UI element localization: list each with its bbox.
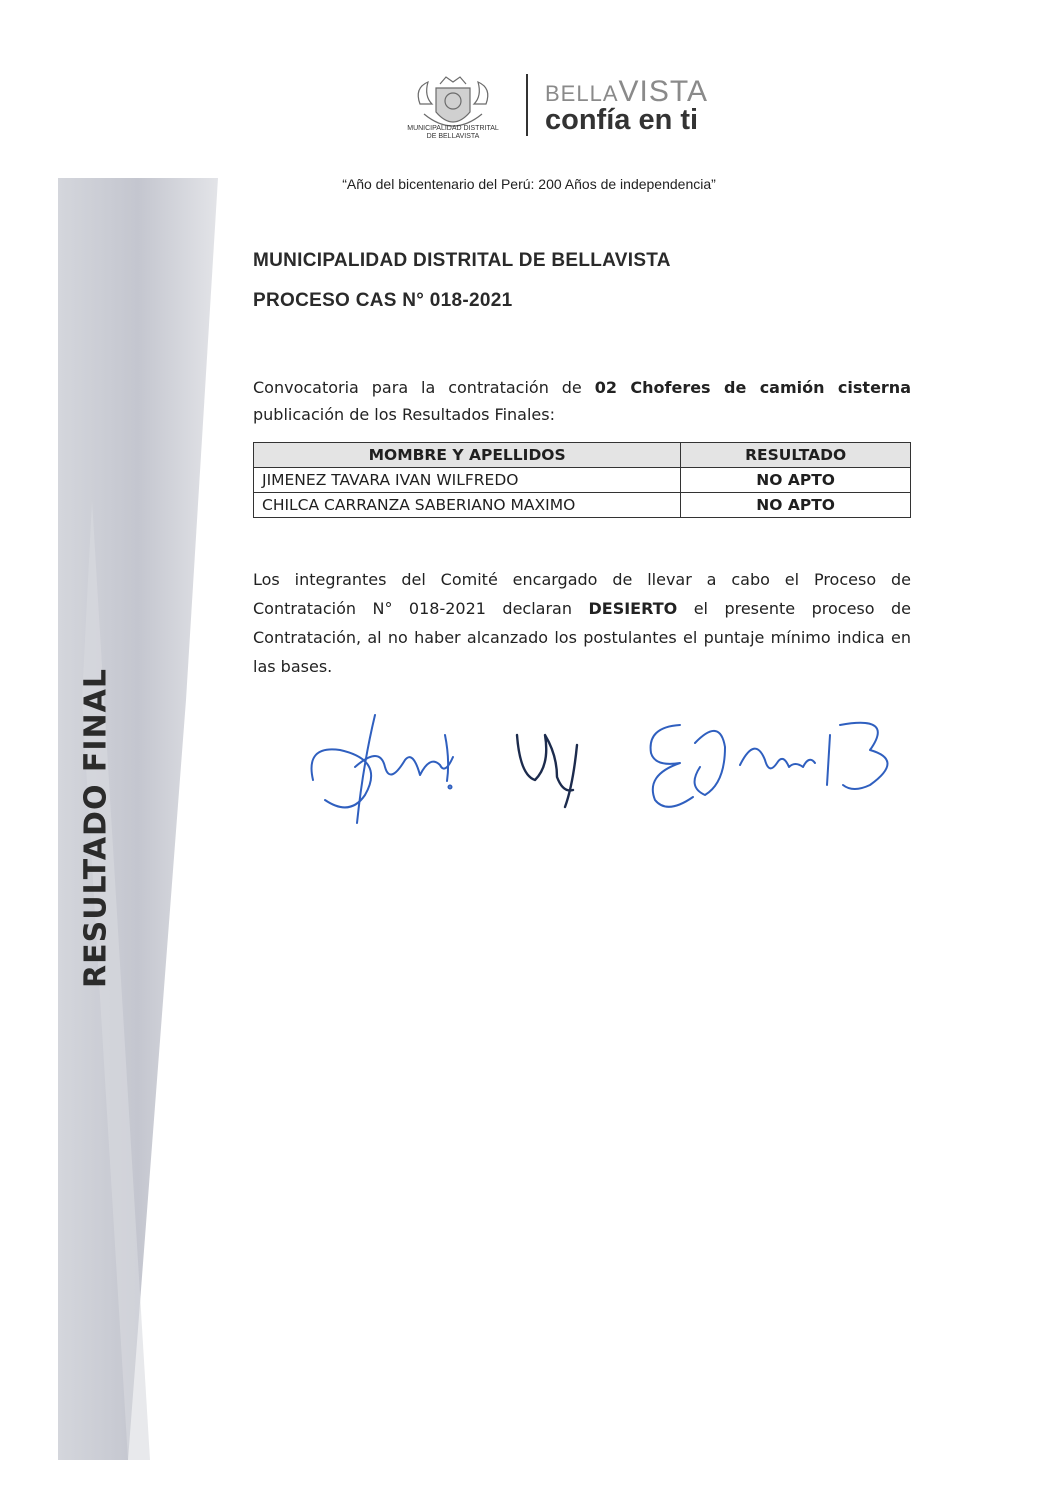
side-label: RESULTADO FINAL [78, 667, 114, 989]
brand-name-prefix: BELLA [545, 81, 619, 106]
closing-prefix: Los integrantes del Comité encargado de llevar a cabo el Proceso de Contratación N° 018-2021 declaran [253, 570, 911, 618]
side-band [0, 0, 230, 1497]
brand-name-suffix: VISTA [618, 75, 708, 108]
motto-text: “Año del bicentenario del Perú: 200 Años de independencia” [342, 176, 716, 192]
intro-position: 02 Choferes de camión cisterna [594, 378, 911, 397]
applicant-result: NO APTO [681, 468, 911, 493]
crest-caption-line-2: DE BELLAVISTA [426, 133, 480, 140]
motto-line [0, 176, 1058, 192]
table-header-row [254, 443, 911, 468]
signature-2-icon [517, 735, 577, 807]
crest-caption-line-1: MUNICIPALIDAD DISTRITAL [407, 125, 499, 132]
signature-1-icon [312, 715, 453, 823]
signature-3-icon [651, 723, 888, 807]
signatures [295, 705, 915, 835]
crest-caption [385, 125, 521, 141]
header-name: MOMBRE Y APELLIDOS [254, 443, 681, 468]
intro-suffix: publicación de los Resultados Finales: [253, 405, 555, 424]
closing-suffix: el presente proceso de Contratación, al no haber alcanzado los postulantes el puntaje mínimo indica en las bases. [253, 599, 912, 676]
header-logo [385, 62, 805, 152]
logo-divider [526, 74, 528, 136]
closing-verdict: DESIERTO [588, 599, 678, 618]
table-row [254, 468, 911, 493]
table-row [254, 493, 911, 518]
intro-paragraph [253, 374, 911, 428]
intro-prefix: Convocatoria para la contratación de [253, 378, 595, 397]
applicant-result: NO APTO [681, 493, 911, 518]
applicant-name: CHILCA CARRANZA SABERIANO MAXIMO [254, 493, 681, 518]
closing-paragraph [253, 565, 911, 681]
results-table [253, 442, 911, 518]
header-result: RESULTADO [681, 443, 911, 468]
brand-slogan: confía en ti [545, 104, 699, 136]
applicant-name: JIMENEZ TAVARA IVAN WILFREDO [254, 468, 681, 493]
process-number: PROCESO CAS N° 018-2021 [253, 290, 513, 311]
document-title: MUNICIPALIDAD DISTRITAL DE BELLAVISTA [253, 250, 671, 271]
